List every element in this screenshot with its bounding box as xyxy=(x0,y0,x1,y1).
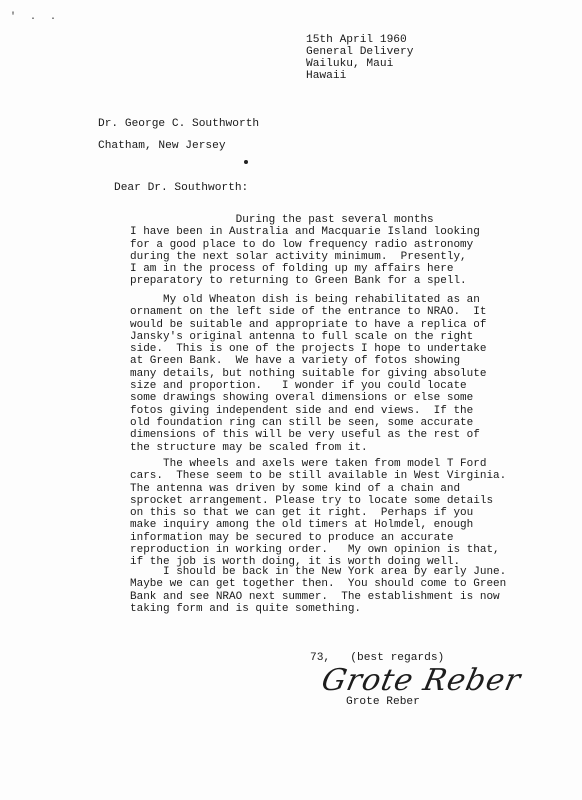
text-line: preparatory to returning to Green Bank for a spell. xyxy=(130,275,467,288)
text-line: reproduction in working order. My own opinion is that, xyxy=(130,544,500,557)
text-line: sprocket arrangement. Please try to locate some details xyxy=(130,494,494,507)
text-line: on this so that we can get it right. Perhaps if you xyxy=(130,507,474,520)
text-line: size and proportion. I wonder if you could locate xyxy=(130,380,467,393)
sender-address-line-3: Hawaii xyxy=(306,70,347,82)
text-line: many details, but nothing suitable for giving absolute xyxy=(130,367,487,380)
text-line: During the past several months xyxy=(130,214,434,226)
text-line: information may be secured to produce an accurate xyxy=(130,531,454,544)
text-line: ornament on the left side of the entrance to NRAO. It xyxy=(130,306,487,319)
text-line: cars. These seem to be still available in West Virginia. xyxy=(130,470,507,483)
text-line: if the job is worth doing, it is worth doing well. xyxy=(130,556,461,569)
paragraph-1 xyxy=(130,214,550,288)
ink-dot xyxy=(244,160,248,164)
text-line: My old Wheaton dish is being rehabilitated as an xyxy=(130,294,480,306)
text-line: Maybe we can get together then. You should come to Green xyxy=(130,578,507,591)
paragraph-4 xyxy=(130,566,550,615)
scan-specks: ' . . xyxy=(10,12,61,23)
text-line: Jansky's original antenna to full scale on the right xyxy=(130,330,474,343)
paragraph-3 xyxy=(130,458,550,569)
text-line: during the next solar activity minimum. Presently, xyxy=(130,250,467,263)
handwritten-signature: Grote Reber xyxy=(318,663,525,698)
text-line: taking form and is quite something. xyxy=(130,602,362,615)
signer-name: Grote Reber xyxy=(346,696,420,708)
text-line: for a good place to do low frequency radio astronomy xyxy=(130,238,474,251)
text-line: the structure may be scaled from it. xyxy=(130,441,368,454)
text-line: I should be back in the New York area by early June. xyxy=(130,566,507,578)
text-line: I am in the process of folding up my affairs here xyxy=(130,263,454,276)
text-line: I have been in Australia and Macquarie Island looking xyxy=(130,226,480,239)
sender-address-line-1: General Delivery xyxy=(306,46,414,58)
text-line: The wheels and axels were taken from model T Ford xyxy=(130,458,487,470)
text-line: some drawings showing overal dimensions or else some xyxy=(130,392,474,405)
letter-date: 15th April 1960 xyxy=(306,34,407,46)
text-line: would be suitable and appropriate to have a replica of xyxy=(130,318,487,331)
text-line: at Green Bank. We have a variety of fotos showing xyxy=(130,355,461,368)
text-line: old foundation ring can still be seen, some accurate xyxy=(130,416,474,429)
text-line: The antenna was driven by some kind of a chain and xyxy=(130,482,461,495)
salutation: Dear Dr. Southworth: xyxy=(114,182,249,194)
text-line: side. This is one of the projects I hope to undertake xyxy=(130,343,487,356)
paragraph-2 xyxy=(130,294,550,454)
text-line: dimensions of this will be very useful as the rest of xyxy=(130,429,480,442)
text-line: fotos giving independent side and end views. If the xyxy=(130,404,474,417)
sender-address-line-2: Wailuku, Maui xyxy=(306,58,394,70)
text-line: make inquiry among the old timers at Holmdel, enough xyxy=(130,519,474,532)
text-line: Bank and see NRAO next summer. The establishment is now xyxy=(130,590,500,603)
recipient-city: Chatham, New Jersey xyxy=(98,140,226,152)
closing: 73, (best regards) xyxy=(310,652,445,664)
recipient-name: Dr. George C. Southworth xyxy=(98,118,260,130)
